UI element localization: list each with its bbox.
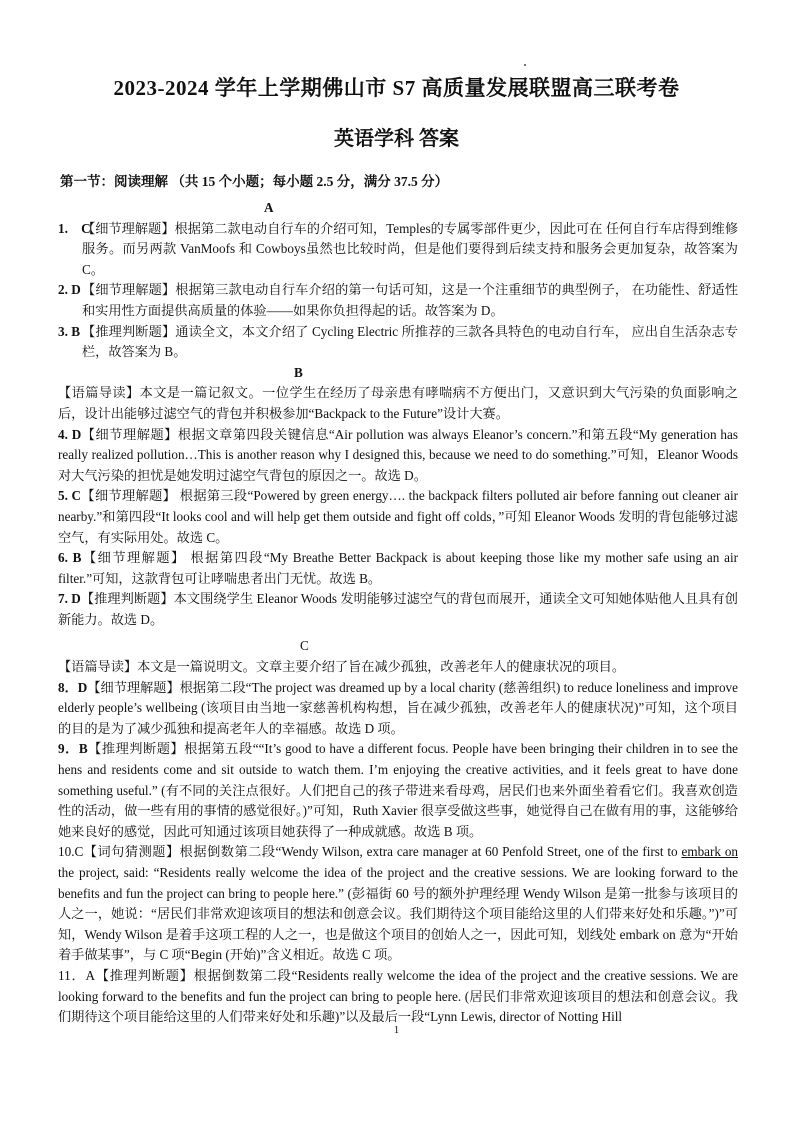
intro-tag: 【语篇导读】: [58, 659, 138, 675]
section-heading: 第一节：阅读理解 （共 15 个小题；每小题 2.5 分，满分 37.5 分）: [60, 174, 449, 189]
answer-explanation: 根据第四段“My Breathe Better Backpack is about keeping those like my mother safe using an air filter.”可知，这款背包可让哮喘患者出门无忧。故选 B。: [58, 550, 739, 586]
answer-number: 4. D: [58, 426, 82, 442]
answer-content: [58, 198, 738, 1028]
answer-explanation-part: the project, said: “Residents really welcome the idea of the project and the creative sessions. We are looking forward to the benefits and fun the project can bring to people here.” (彭福街 60 号的额外护理经理 Wendy Wilson 是第一批参与该项目的人之一，她说：“居民们非常欢迎该项目的想法和创意会议。我们期待这个项目能给这里的人们带来好处和乐趣。”)”可知，Wendy Wilson 是着手这项工程的人之一，也是做这个项目的创始人之一，因此可知，划线处 embark on 意为“开始着手做某事”，与 C 项“Begin (开始)”含义相近。故选 C 项。: [58, 865, 738, 963]
answer-item-9: [58, 739, 738, 842]
answer-number: 6. B: [58, 550, 82, 566]
page-number: 1: [393, 1024, 400, 1036]
answer-explanation: 根据文章第四段关键信息“Air pollution was always Eleanor’s concern.”和第五段“My generation has really realized pollution…This is another reason why I designed this, because we need to do something.”可知，Eleanor Woods 对大气污染的担忧是她发明过滤空气背包的原因之一。故选 D。: [58, 426, 739, 483]
question-type-tag: 【词句猜测题】: [83, 844, 180, 860]
answer-explanation: 根据倒数第二段“Residents really welcome the idea of the project and the creative sessions. We are looking forward to the benefits and fun the project can bring to people here. (居民们非常欢迎该项目的想法和创意会议。我们期待这个项目能给这里的人们带来好处和乐趣)”以及最后一段“Lynn Lewis, director of Notting Hill: [58, 967, 738, 1025]
answer-item-3: [58, 322, 738, 363]
answer-explanation: 根据第三款电动自行车介绍的第一句话可知，这是一个注重细节的典型例子， 在功能性、舒适性和实用性方面提供高质量的体验——如果你负担得起的话。故答案为 D。: [82, 282, 739, 318]
scan-dot: [524, 64, 526, 66]
question-type-tag: 【推理判断题】: [82, 323, 176, 339]
answer-item-2: [58, 280, 738, 321]
answer-item-8: [58, 678, 738, 740]
question-type-tag: 【推理判断题】: [95, 967, 194, 983]
question-type-tag: 【细节理解题】: [81, 488, 177, 504]
answer-explanation: 根据第五段““It’s good to have a different focus. People have been bringing their children in to see the hens and residents come and sit outside to watch them. I’m enjoying the creative activities, and it feels great to have done something useful.” (有不同的关注点很好。人们把自己的孩子带进来看母鸡，居民们也来外面坐着看它们。我喜欢创造性的活动，做一些有用的事情的感觉很好。)”可知，Ruth Xavier 很享受做这些事，她觉得自己在做有用的事，这能够给她来良好的感觉，因此可知通过该项目她获得了一种成就感。故选 B 项。: [58, 741, 739, 839]
answer-number: 1. C: [58, 220, 91, 236]
answer-item-11: [58, 966, 738, 1028]
question-type-tag: 【细节理解题】: [81, 550, 186, 566]
passage-c-intro: [58, 657, 738, 678]
answer-number: 5. C: [58, 488, 82, 504]
answer-number: 3. B: [58, 323, 80, 339]
question-type-tag: 【细节理解题】: [87, 679, 180, 695]
question-type-tag: 【细节理解题】: [82, 282, 176, 298]
passage-b-label: B: [294, 364, 303, 380]
question-type-tag: 【细节理解题】: [81, 426, 178, 442]
passage-a-label: A: [264, 200, 274, 215]
question-type-tag: 【细节理解题】: [82, 220, 175, 236]
answer-explanation: 通读全文，本文介绍了 Cycling Electric 所推荐的三款各具特色的电动自行车， 应出自生活杂志专栏，故答案为 B。: [82, 323, 738, 360]
answer-explanation: 根据第二段“The project was dreamed up by a local charity (慈善组织) to reduce loneliness and improve elderly people’s wellbeing (该项目由当地一家慈善机构构想，旨在减少孤独，改善老年人的健康状况)”可知，这个项目的目的是为了减少孤独和提高老年人的幸福感。故选 D 项。: [58, 679, 738, 736]
question-type-tag: 【推理判断题】: [87, 741, 185, 757]
page-subtitle: 英语学科 答案: [334, 128, 459, 150]
answer-number: 9．B: [58, 741, 88, 757]
answer-item-6: [58, 548, 738, 589]
answer-item-4: [58, 425, 738, 487]
underlined-phrase: embark on: [681, 844, 739, 860]
question-type-tag: 【推理判断题】: [80, 591, 174, 607]
answer-explanation: 根据第三段“Powered by green energy…. the backpack filters polluted air before fanning out cleaner air nearby.”和第四段“It looks cool and will help get them outside and fight off colds，”可知 Eleanor Woods 发明的背包能够过滤空气，有实际用处。故选 C。: [58, 488, 738, 545]
answer-item-10: [58, 842, 738, 966]
intro-tag: 【语篇导读】: [58, 385, 140, 401]
answer-number: 7. D: [58, 591, 81, 607]
passage-b-intro: [58, 383, 738, 424]
passage-c-label: C: [300, 638, 309, 654]
answer-item-1: [58, 219, 738, 281]
answer-number: 8．D: [58, 679, 88, 695]
page-title: 2023-2024 学年上学期佛山市 S7 高质量发展联盟高三联考卷: [113, 76, 680, 100]
answer-item-7: [58, 589, 738, 630]
intro-text: 本文是一篇记叙文。一位学生在经历了母亲患有哮喘病不方便出门，又意识到大气污染的负面影响之后，设计出能够过滤空气的背包并积极参加“Backpack to the Future”设计大赛。: [58, 385, 739, 421]
answer-explanation: 根据第二款电动自行车的介绍可知，Temples的专属零部件更少，因此可在 任何自行车店得到维修服务。而另两款 VanMoofs 和 Cowboys虽然也比较时尚，但是他们要得到后续支持和服务会更加复杂，故答案为 C。: [82, 220, 739, 277]
answer-explanation-part: 根据倒数第二段“Wendy Wilson, extra care manager at 60 Penfold Street, one of the first to: [179, 844, 682, 860]
answer-number: 2. D: [58, 282, 81, 298]
answer-explanation: 本文围绕学生 Eleanor Woods 发明能够过滤空气的背包而展开，通读全文可知她体贴他人且具有创新能力。故选 D。: [58, 591, 738, 627]
intro-text: 本文是一篇说明文。文章主要介绍了旨在减少孤独，改善老年人的健康状况的项目。: [137, 659, 626, 675]
answer-item-5: [58, 486, 738, 548]
answer-number: 11．A: [58, 967, 96, 983]
answer-number: 10.C: [58, 844, 84, 860]
